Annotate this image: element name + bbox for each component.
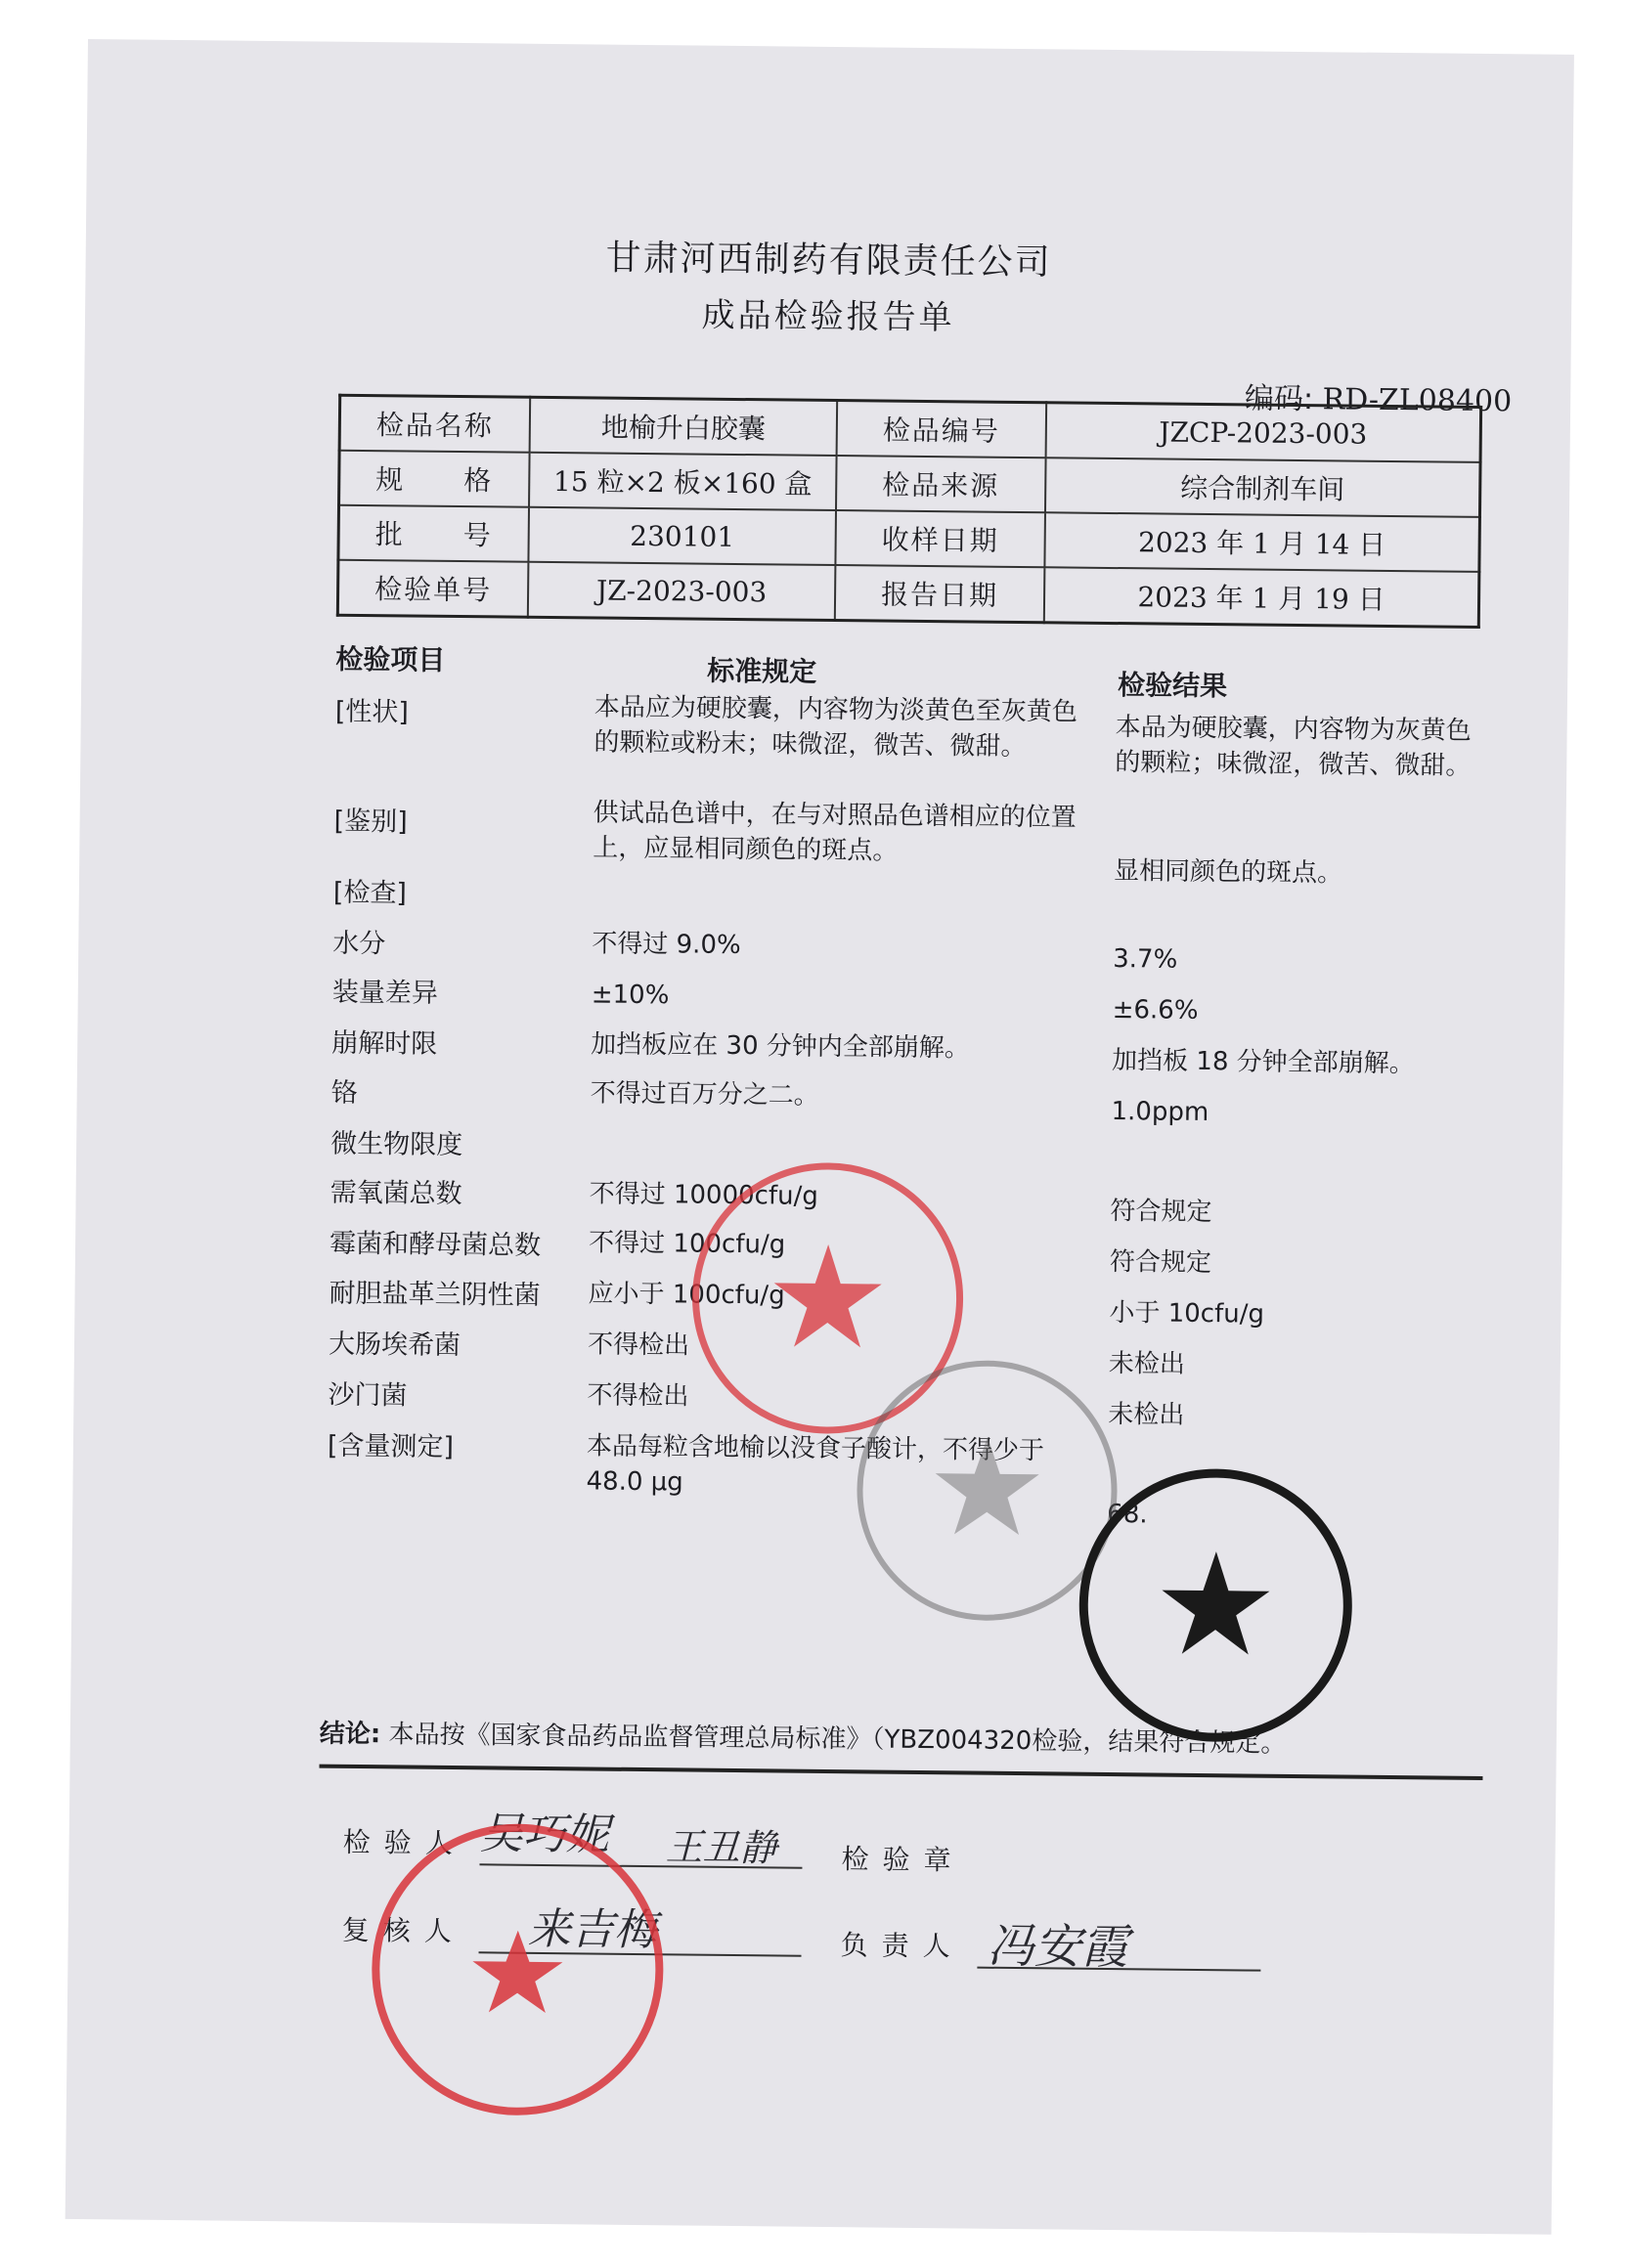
reviewer-label: 复核人 (341, 1913, 465, 1948)
document-page (66, 39, 1574, 2235)
header-standard: 标准规定 (707, 654, 817, 688)
row-result: 小于 10cfu/g (1109, 1298, 1265, 1330)
row-item: 大肠埃希菌 (328, 1329, 462, 1362)
company-name: 甘肃河西制药有限责任公司 (605, 238, 1052, 284)
report-date-value: 2023 年 1 月 19 日 (1044, 567, 1479, 627)
source-label: 检品来源 (836, 456, 1046, 512)
row-standard: 不得检出 (587, 1380, 689, 1412)
row-standard: 本品每粒含地榆以没食子酸计，不得少于 48.0 μg (586, 1431, 1045, 1498)
table-row (337, 560, 1479, 628)
row-standard: 应小于 100cfu/g (588, 1279, 785, 1311)
row-standard: 不得检出 (587, 1330, 690, 1361)
code-value: RD-ZL08400 (1322, 382, 1513, 419)
red-seal-bottom (360, 1811, 676, 2127)
name-value: 地榆升白胶囊 (530, 397, 838, 456)
row-item: 崩解时限 (331, 1027, 438, 1060)
row-item: 铬 (330, 1077, 358, 1109)
conclusion-text: 本品按《国家食品药品监督管理总局标准》（YBZ004320 (388, 1720, 1033, 1757)
report-no-value: JZ-2023-003 (528, 562, 836, 621)
batch-value: 230101 (528, 507, 836, 565)
row-result: 68. (1107, 1499, 1148, 1530)
row-result: 未检出 (1108, 1349, 1186, 1379)
sample-date-value: 2023 年 1 月 14 日 (1044, 512, 1479, 572)
row-standard: 不得过 100cfu/g (588, 1228, 786, 1260)
source-value: 综合制剂车间 (1045, 458, 1480, 517)
inspector-signature-2: 王丑静 (665, 1825, 777, 1870)
product-info-table (336, 394, 1482, 629)
row-result: 显相同颜色的斑点。 (1113, 856, 1343, 889)
row-result: 加挡板 18 分钟全部崩解。 (1111, 1046, 1415, 1079)
name-label: 检品名称 (339, 395, 530, 453)
row-result: 未检出 (1108, 1400, 1185, 1430)
inspector-label: 检验人 (342, 1825, 466, 1860)
row-item: 沙门菌 (328, 1379, 408, 1412)
row-result: 本品为硬胶囊，内容物为灰黄色的颗粒；味微涩，微苦、微甜。 (1115, 713, 1472, 781)
report-date-label: 报告日期 (835, 565, 1045, 623)
row-item: [鉴别] (333, 806, 408, 838)
row-item: 需氧菌总数 (330, 1177, 462, 1210)
row-standard: ±10% (591, 980, 670, 1011)
row-standard: 不得过 10000cfu/g (589, 1179, 818, 1211)
conclusion-label: 结论: (319, 1719, 381, 1750)
stamp-label: 检验章 (841, 1843, 965, 1877)
row-item: 微生物限度 (330, 1128, 463, 1161)
row-item: [含量测定] (327, 1430, 455, 1462)
header-result: 检验结果 (1117, 669, 1228, 703)
row-result: ±6.6% (1112, 995, 1199, 1025)
row-standard: 本品应为硬胶囊，内容物为淡黄色至灰黄色的颗粒或粉末；味微涩，微苦、微甜。 (594, 692, 1078, 763)
row-item: 耐胆盐革兰阴性菌 (329, 1278, 541, 1311)
document-title: 成品检验报告单 (701, 295, 955, 338)
row-item: 水分 (332, 928, 386, 960)
row-result: 符合规定 (1109, 1247, 1212, 1279)
inspector-signature: 吴巧妮 (479, 1809, 610, 1860)
row-item: 霉菌和酵母菌总数 (329, 1228, 542, 1261)
row-standard: 不得过百万分之二。 (590, 1078, 819, 1111)
code-label: 编码: (1244, 381, 1314, 417)
row-result: 符合规定 (1110, 1197, 1212, 1228)
reviewer-signature: 来吉梅 (527, 1903, 658, 1956)
row-result: 1.0ppm (1111, 1097, 1209, 1128)
id-value: JZCP-2023-003 (1046, 403, 1481, 462)
black-seal (1068, 1458, 1364, 1754)
row-item: [检查] (332, 877, 408, 909)
director-signature: 冯安霞 (987, 1918, 1128, 1976)
sample-date-label: 收样日期 (835, 510, 1045, 567)
row-standard: 供试品色谱中，在与对照品色谱相应的位置上，应显相同颜色的斑点。 (593, 798, 1077, 866)
batch-label: 批 号 (338, 505, 529, 562)
row-item: [性状] (334, 696, 410, 728)
spec-label: 规 格 (339, 451, 530, 507)
divider (319, 1765, 1482, 1780)
row-result: 3.7% (1113, 944, 1178, 975)
header-item: 检验项目 (335, 642, 446, 676)
row-item: 装量差异 (331, 977, 438, 1009)
id-label: 检品编号 (837, 401, 1047, 458)
spec-value: 15 粒×2 板×160 盒 (529, 453, 837, 510)
conclusion-tail: 检验，结果符合规定。 (1032, 1726, 1287, 1759)
director-label: 负责人 (840, 1929, 964, 1963)
row-standard: 不得过 9.0% (592, 929, 741, 961)
report-no-label: 检验单号 (337, 560, 528, 618)
row-standard: 加挡板应在 30 分钟内全部崩解。 (591, 1029, 971, 1064)
